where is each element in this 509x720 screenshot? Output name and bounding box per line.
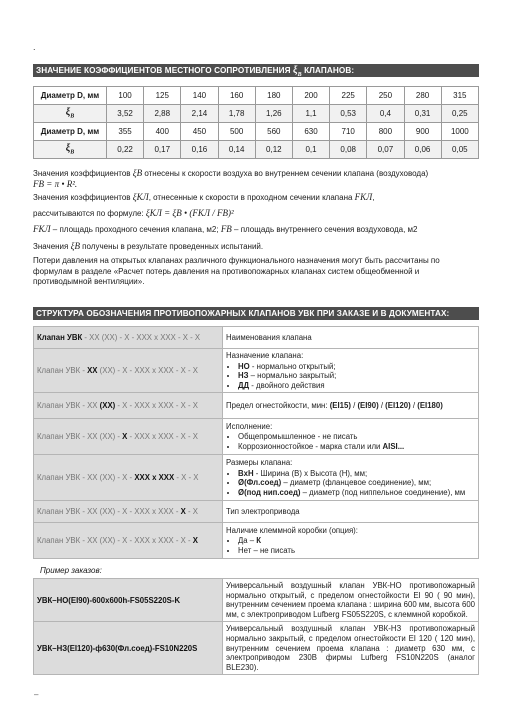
- list-item: • НЗ – нормально закрытый;: [238, 371, 475, 381]
- table-cell: 3,52: [107, 105, 144, 123]
- table-row: [34, 455, 479, 501]
- table-cell: 0,07: [367, 141, 404, 159]
- table-cell: 0,17: [144, 141, 181, 159]
- description-cell: Предел огнестойкости, мин: (EI15) / (EI90) / (EI120) / (EI180): [223, 393, 479, 419]
- list-item: • Ø(под нип.соед) – диаметр (под ниппельное соединение), мм: [238, 488, 475, 498]
- list-item: • НО - нормально открытый;: [238, 362, 475, 372]
- table-cell: 125: [144, 87, 181, 105]
- example-code: УВК–НО(EI90)-600x600h-FS05S220S-K: [34, 579, 223, 622]
- description-cell: Размеры клапана: • BxH - Ширина (B) x Высота (H), мм; • Ø(Фл.соед) – диаметр (фланцевое соединение), мм; • Ø(под нип.соед) – диаметр (под ниппельное соединение), мм: [223, 455, 479, 501]
- code-cell: Клапан УВК - XX (XX) - X - XXX x XXX - X - X: [34, 349, 223, 393]
- table-row: [34, 327, 479, 349]
- formula-fb: FB = π • R².: [33, 179, 78, 189]
- table-cell: 0,25: [441, 105, 478, 123]
- code-cell: Клапан УВК - XX (XX) - X - XXX x XXX - X - X: [34, 419, 223, 455]
- code-cell: Клапан УВК - XX (XX) - X - XXX x XXX - X - X: [34, 501, 223, 523]
- table-cell: 2,14: [181, 105, 218, 123]
- list-item: • Общепромышленное - не писать: [238, 432, 475, 442]
- list-item: • Да – К: [238, 536, 475, 546]
- table-row: [34, 622, 479, 675]
- table-cell: 160: [218, 87, 255, 105]
- section-title-text: ЗНАЧЕНИЕ КОЭФФИЦИЕНТОВ МЕСТНОГО СОПРОТИВЛЕНИЯ: [36, 66, 293, 75]
- table-row: [34, 523, 479, 559]
- table-cell: 200: [292, 87, 329, 105]
- list-item: • Нет – не писать: [238, 546, 475, 556]
- description-cell: Наименования клапана: [223, 327, 479, 349]
- text-line-5: Значения ξB получены в результате проведенных испытаний.: [33, 241, 264, 251]
- table-cell: 0,05: [441, 141, 478, 159]
- row-header-diameter: Диаметр D, мм: [34, 87, 107, 105]
- description-cell: Исполнение: • Общепромышленное - не писать • Коррозионностойкое - марка стали или AISI...: [223, 419, 479, 455]
- table-cell: 500: [218, 123, 255, 141]
- list-item: • Коррозионностойкое - марка стали или AISI...: [238, 442, 475, 452]
- code-cell: Клапан УВК - XX (XX) - X - XXX x XXX - X - X: [34, 455, 223, 501]
- description-cell: Назначение клапана: • НО - нормально открытый; • НЗ – нормально закрытый; • ДД - двойного действия: [223, 349, 479, 393]
- table-row-diameter-1: [34, 87, 479, 105]
- examples-title: Пример заказов:: [40, 566, 102, 575]
- section-title-end: КЛАПАНОВ:: [301, 66, 355, 75]
- table-cell: 180: [255, 87, 292, 105]
- table-cell: 1000: [441, 123, 478, 141]
- text-paragraph-pressure-loss: Потери давления на открытых клапанах различного функционального назначения могут быть рассчитаны по формулам в разделе «Расчет потерь давления на противопожарных клапанах систем общеобменной и противодымной вентиляции».: [33, 256, 440, 286]
- table-row: [34, 501, 479, 523]
- table-cell: 250: [367, 87, 404, 105]
- table-cell: 450: [181, 123, 218, 141]
- row-header-xi: $\xi_B$: [34, 141, 107, 159]
- table-cell: 0,1: [292, 141, 329, 159]
- section-title-structure: СТРУКТУРА ОБОЗНАЧЕНИЯ ПРОТИВОПОЖАРНЫХ КЛАПАНОВ УВК ПРИ ЗАКАЗЕ И В ДОКУМЕНТАХ:: [33, 307, 479, 320]
- table-cell: 0,16: [181, 141, 218, 159]
- table-cell: 400: [144, 123, 181, 141]
- list-item: • Ø(Фл.соед) – диаметр (фланцевое соединение), мм;: [238, 478, 475, 488]
- table-cell: 0,31: [404, 105, 441, 123]
- examples-table: [33, 578, 479, 675]
- table-cell: 0,06: [404, 141, 441, 159]
- list-item: • BxH - Ширина (B) x Высота (H), мм;: [238, 469, 475, 479]
- table-cell: 0,08: [330, 141, 367, 159]
- table-cell: 100: [107, 87, 144, 105]
- section-title-coefficients: [33, 64, 479, 77]
- row-header-xi: $\xi_B$: [34, 105, 107, 123]
- example-code: УВК–НЗ(EI120)-ф630(Фл.соед)-FS10N220S: [34, 622, 223, 675]
- table-cell: 0,22: [107, 141, 144, 159]
- example-description: Универсальный воздушный клапан УВК-НО противопожарный нормально открытый, с пределом огнестойкости EI 90 ( 90 мин), внутренним сечением проема клапана : ширина 600 мм, высота 600 мм, с электроприводом Lufberg FS05S220S, с клеммной коробкой.: [223, 579, 479, 622]
- table-cell: 355: [107, 123, 144, 141]
- text-line-4: FКЛ – площадь проходного сечения клапана, м2; FB – площадь внутреннего сечения воздуховода, м2: [33, 224, 418, 234]
- table-cell: 140: [181, 87, 218, 105]
- table-cell: 710: [330, 123, 367, 141]
- coefficient-table: [33, 86, 479, 159]
- description-cell: Наличие клеммной коробки (опция): • Да – К • Нет – не писать: [223, 523, 479, 559]
- code-cell: Клапан УВК - XX (XX) - X - XXX x XXX - X - X: [34, 327, 223, 349]
- example-description: Универсальный воздушный клапан УВК-НЗ противопожарный нормально закрытый, с пределом огнестойкости EI 120 ( 120 мин), внутренним сечением проема клапана : диаметр 630 мм, с электроприводом 230В фирмы Lufberg FS10N220S (аналог BLE230).: [223, 622, 479, 675]
- text-line-1: Значения коэффициентов ξB отнесены к скорости воздуха во внутреннем сечении клапана (воздуховода): [33, 168, 429, 178]
- table-cell: 0,4: [367, 105, 404, 123]
- table-cell: 560: [255, 123, 292, 141]
- table-row-xi-2: [34, 141, 479, 159]
- table-cell: 2,88: [144, 105, 181, 123]
- page-dot: .: [33, 42, 36, 52]
- text-line-2: Значения коэффициентов ξКЛ, отнесенные к скорости в проходном сечении клапана FКЛ,: [33, 192, 375, 202]
- description-cell: Тип электропривода: [223, 501, 479, 523]
- row-header-diameter: Диаметр D, мм: [34, 123, 107, 141]
- table-cell: 0,12: [255, 141, 292, 159]
- footer-dash: –: [34, 690, 39, 699]
- table-cell: 0,14: [218, 141, 255, 159]
- table-cell: 1,78: [218, 105, 255, 123]
- code-cell: Клапан УВК - XX (XX) - X - XXX x XXX - X - X: [34, 523, 223, 559]
- xi-symbol: $\xi_B$: [293, 65, 302, 77]
- table-row: [34, 419, 479, 455]
- table-cell: 0,53: [330, 105, 367, 123]
- table-cell: 280: [404, 87, 441, 105]
- table-cell: 1,26: [255, 105, 292, 123]
- table-cell: 1,1: [292, 105, 329, 123]
- code-cell: Клапан УВК - XX (XX) - X - XXX x XXX - X - X: [34, 393, 223, 419]
- table-row-diameter-2: [34, 123, 479, 141]
- table-cell: 630: [292, 123, 329, 141]
- table-cell: 900: [404, 123, 441, 141]
- table-cell: 800: [367, 123, 404, 141]
- table-cell: 315: [441, 87, 478, 105]
- text-line-3: рассчитываются по формуле: ξКЛ = ξB • (FКЛ / FB)²: [33, 208, 234, 218]
- table-row: [34, 349, 479, 393]
- table-cell: 225: [330, 87, 367, 105]
- structure-table: [33, 326, 479, 559]
- table-row: [34, 393, 479, 419]
- list-item: • ДД - двойного действия: [238, 381, 475, 391]
- table-row: [34, 579, 479, 622]
- table-row-xi-1: [34, 105, 479, 123]
